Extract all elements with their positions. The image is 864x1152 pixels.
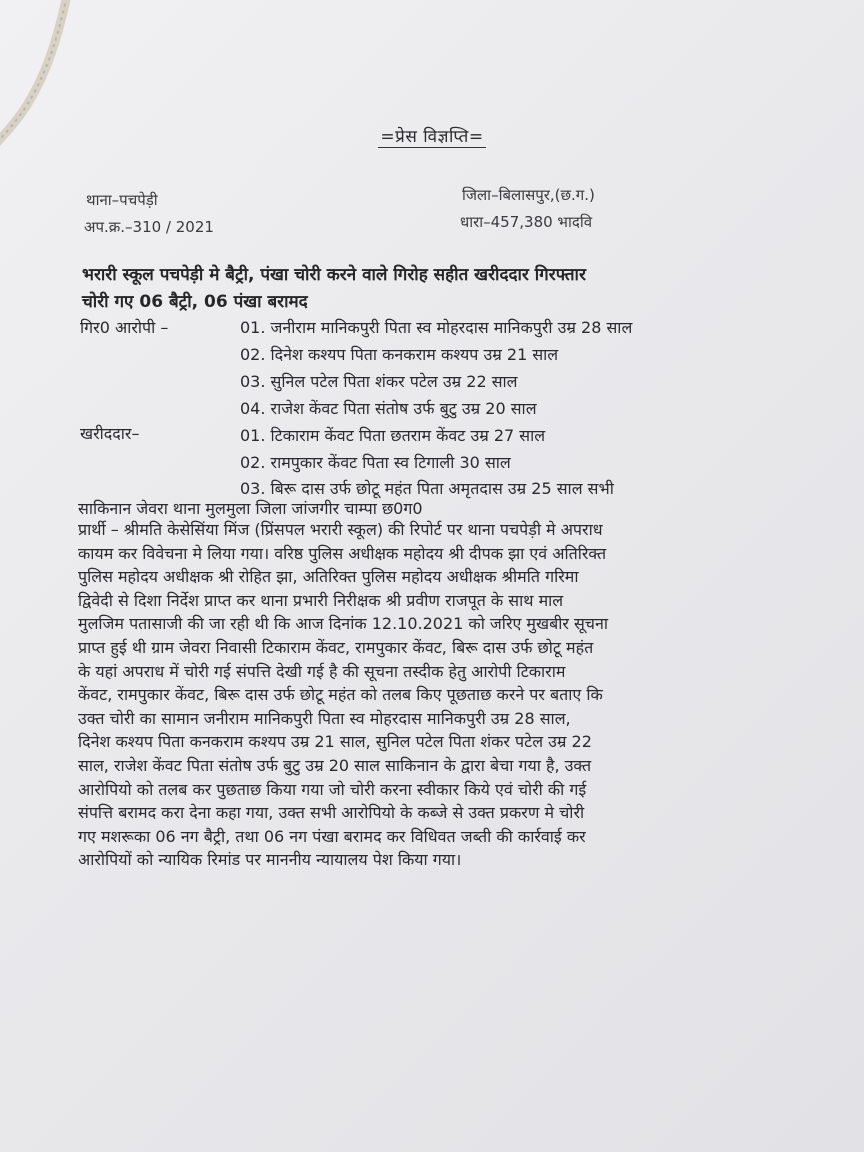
- body-line: कायम कर विवेचना मे लिया गया। वरिष्ठ पुलिस अधीक्षक महोदय श्री दीपक झा एवं अतिरिक्त: [78, 543, 607, 563]
- body-line: संपत्ति बरामद करा देना कहा गया, उक्त सभी आरोपियो के कब्जे से उक्त प्रकरण मे चोरी: [78, 803, 585, 823]
- document-title: [0, 124, 864, 147]
- report-body: [78, 518, 814, 872]
- document-title-text: =प्रेस विज्ञप्ति=: [380, 127, 484, 147]
- accused-item: 02. दिनेश कश्यप पिता कनकराम कश्यप उम्र 21 साल: [240, 345, 559, 364]
- body-line: दिनेश कश्यप पिता कनकराम कश्यप उम्र 21 साल, सुनिल पटेल पिता शंकर पटेल उम्र 22: [78, 732, 592, 752]
- accused-label: गिर0 आरोपी –: [80, 318, 169, 337]
- headline-line-2: चोरी गए 06 बैट्री, 06 पंखा बरामद: [82, 292, 308, 312]
- body-line: साल, राजेश केंवट पिता संतोष उर्फ बुटु उम्र 20 साल साकिनान के द्वारा बेचा गया है, उक्त: [78, 755, 592, 775]
- body-line: उक्त चोरी का सामान जनीराम मानिकपुरी पिता स्व मोहरदास मानिकपुरी उम्र 28 साल,: [78, 708, 571, 728]
- case-number: अप.क्र.–310 / 2021: [84, 218, 214, 236]
- accused-item: 04. राजेश केंवट पिता संतोष उर्फ बुटु उम्र 20 साल: [240, 399, 537, 418]
- body-line: गए मशरूका 06 नग बैट्री, तथा 06 नग पंखा बरामद कर विधिवत जब्ती की कार्रवाई कर: [78, 826, 586, 846]
- headline-line-1: भरारी स्कूल पचपेड़ी मे बैट्री, पंखा चोरी करने वाले गिरोह सहीत खरीददार गिरफ्तार: [82, 265, 586, 285]
- body-line: प्राप्त हुई थी ग्राम जेवरा निवासी टिकाराम केंवट, रामपुकार केंवट, बिरू दास उर्फ छोटू महंत: [78, 637, 594, 657]
- accused-item: 01. जनीराम मानिकपुरी पिता स्व मोहरदास मानिकपुरी उम्र 28 साल: [240, 318, 633, 337]
- body-line: द्विवेदी से दिशा निर्देश प्राप्त कर थाना प्रभारी निरीक्षक श्री प्रवीण राजपूत के साथ माल: [78, 590, 564, 610]
- body-line: केंवट, रामपुकार केंवट, बिरू दास उर्फ छोटू महंत को तलब किए पूछताछ करने पर बताए कि: [78, 685, 603, 705]
- buyer-item: 03. बिरू दास उर्फ छोटू महंत पिता अमृतदास उम्र 25 साल सभी: [240, 479, 614, 498]
- body-line: प्रार्थी – श्रीमति केसेसिंया मिंज (प्रिंसपल भरारी स्कूल) की रिपोर्ट पर थाना पचपेड़ी मे अपराध: [78, 520, 603, 539]
- body-line: आरोपियो को तलब कर पुछताछ किया गया जो चोरी करना स्वीकार किये एवं चोरी की गई: [78, 779, 587, 799]
- police-station: थाना–पचपेड़ी: [86, 191, 158, 209]
- body-line: मुलजिम पतासाजी की जा रही थी कि आज दिनांक 12.10.2021 को जरिए मुखबीर सूचना: [78, 614, 608, 634]
- body-line: आरोपियों को न्यायिक रिमांड पर माननीय न्यायालय पेश किया गया।: [78, 850, 462, 870]
- residence-line: साकिनान जेवरा थाना मुलमुला जिला जांजगीर चाम्पा छ0ग0: [78, 499, 423, 518]
- district: जिला–बिलासपुर,(छ.ग.): [462, 186, 595, 204]
- body-line: पुलिस महोदय अधीक्षक श्री रोहित झा, अतिरिक्त पुलिस महोदय अधीक्षक श्रीमति गरिमा: [78, 567, 579, 587]
- body-line: के यहां अपराध में चोरी गई संपत्ति देखी गई है की सूचना तस्दीक हेतु आरोपी टिकाराम: [78, 661, 566, 681]
- buyer-item: 02. रामपुकार केंवट पिता स्व टिगाली 30 साल: [240, 453, 511, 472]
- buyer-item: 01. टिकाराम केंवट पिता छतराम केंवट उम्र 27 साल: [240, 426, 546, 445]
- legal-section: धारा–457,380 भादवि: [460, 213, 593, 231]
- buyers-label: खरीददार–: [80, 424, 140, 443]
- accused-item: 03. सुनिल पटेल पिता शंकर पटेल उम्र 22 साल: [240, 372, 518, 391]
